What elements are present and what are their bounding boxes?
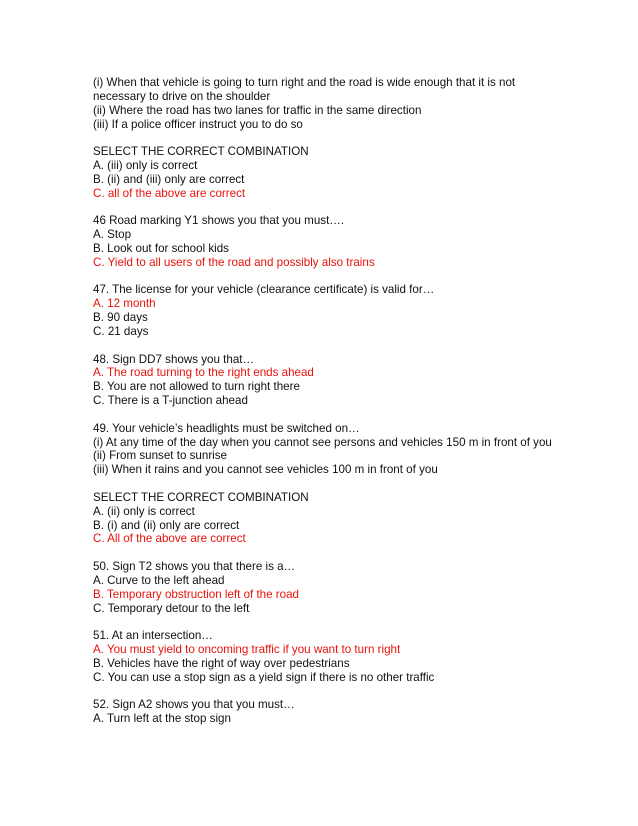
text-line: (ii) From sunset to sunrise	[93, 449, 228, 463]
text-line: C. There is a T-junction ahead	[93, 394, 248, 408]
question-block	[93, 560, 563, 616]
question-block	[93, 698, 563, 726]
question-block	[93, 283, 563, 339]
text-line: 51. At an intersection…	[93, 629, 213, 642]
correct-answer-line: C. All of the above are correct	[93, 532, 246, 546]
text-line: B. Vehicles have the right of way over pedestrians	[93, 656, 350, 670]
text-line: 49. Your vehicle’s headlights must be switched on…	[93, 421, 360, 435]
document-page	[93, 76, 563, 726]
text-line: 52. Sign A2 shows you that you must…	[93, 698, 295, 712]
correct-answer-line: B. Temporary obstruction left of the road	[93, 587, 300, 601]
question-block	[93, 214, 563, 270]
question-block	[93, 145, 563, 201]
text-line: SELECT THE CORRECT COMBINATION	[93, 490, 309, 504]
text-line: B. Look out for school kids	[93, 242, 229, 256]
text-line: B. You are not allowed to turn right there	[93, 380, 300, 394]
text-line: B. (i) and (ii) only are correct	[93, 518, 240, 532]
text-line: A. (ii) only is correct	[93, 504, 195, 518]
question-block	[93, 76, 563, 132]
text-line: A. (iii) only is correct	[93, 159, 198, 173]
text-line: 46 Road marking Y1 shows you that you must….	[93, 214, 345, 228]
correct-answer-line: A. 12 month	[93, 297, 156, 311]
text-line: (i) When that vehicle is going to turn right and the road is wide enough that it is not necessary to drive on the shoulder	[93, 76, 516, 103]
question-block	[93, 422, 563, 478]
correct-answer-line: A. You must yield to oncoming traffic if you want to turn right	[93, 642, 401, 656]
text-line: (ii) Where the road has two lanes for traffic in the same direction	[93, 103, 422, 117]
question-block	[93, 353, 563, 409]
text-line: C. You can use a stop sign as a yield sign if there is no other traffic	[93, 670, 435, 684]
text-line: A. Stop	[93, 228, 132, 242]
text-line: A. Turn left at the stop sign	[93, 712, 231, 726]
text-line: SELECT THE CORRECT COMBINATION	[93, 145, 309, 159]
text-line: 47. The license for your vehicle (clearance certificate) is valid for…	[93, 283, 435, 297]
text-line: C. 21 days	[93, 325, 149, 339]
text-line: C. Temporary detour to the left	[93, 601, 250, 615]
question-block	[93, 629, 563, 685]
text-line: (iii) When it rains and you cannot see vehicles 100 m in front of you	[93, 463, 438, 477]
correct-answer-line: C. Yield to all users of the road and possibly also trains	[93, 255, 375, 269]
text-line: (iii) If a police officer instruct you to do so	[93, 117, 303, 131]
text-line: B. 90 days	[93, 311, 148, 325]
question-block	[93, 491, 563, 547]
text-line: 50. Sign T2 shows you that there is a…	[93, 559, 296, 573]
text-line: B. (ii) and (iii) only are correct	[93, 172, 245, 186]
text-line: (i) At any time of the day when you cannot see persons and vehicles 150 m in front of you	[93, 435, 552, 449]
text-line: A. Curve to the left ahead	[93, 573, 225, 587]
text-line: 48. Sign DD7 shows you that…	[93, 352, 255, 366]
correct-answer-line: C. all of the above are correct	[93, 186, 246, 200]
correct-answer-line: A. The road turning to the right ends ahead	[93, 366, 314, 380]
